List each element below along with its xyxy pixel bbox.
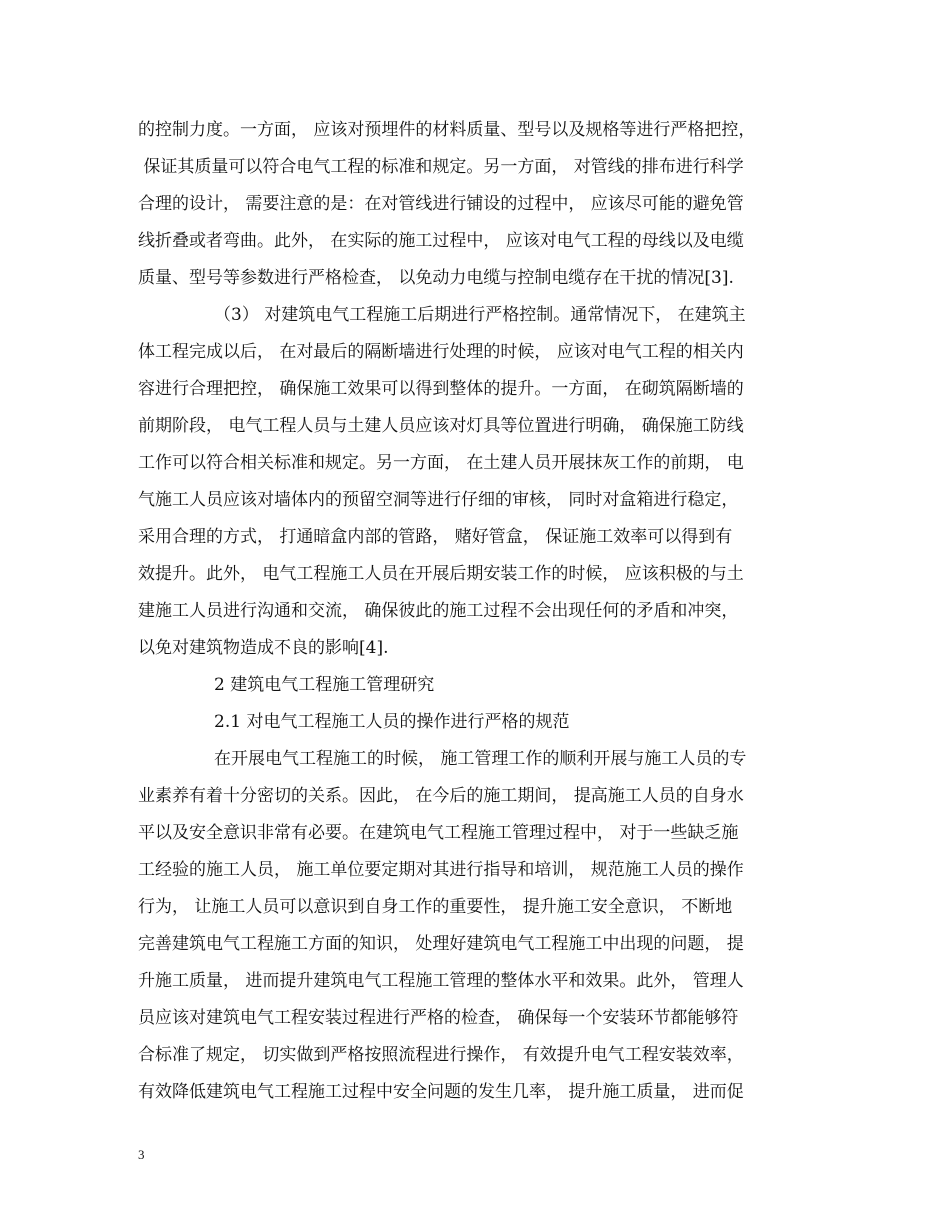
section-heading: 2 建筑电气工程施工管理研究 (214, 675, 435, 695)
text-line: 容进行合理把控， 确保施工效果可以得到整体的提升。一方面， 在砌筑隔断墙的 (138, 379, 744, 399)
text-line: 的控制力度。一方面， 应该对预埋件的材料质量、型号以及规格等进行严格把控， (138, 120, 756, 140)
text-line: 以免对建筑物造成不良的影响[4]. (138, 638, 389, 658)
page-number: 3 (138, 1147, 145, 1162)
text-line: 行为， 让施工人员可以意识到自身工作的重要性， 提升施工安全意识， 不断地 (138, 897, 733, 917)
text-line: 前期阶段， 电气工程人员与土建人员应该对灯具等位置进行明确， 确保施工防线 (138, 416, 744, 436)
text-line: 保证其质量可以符合电气工程的标准和规定。另一方面， 对管线的排布进行科学 (138, 157, 744, 177)
text-line: 员应该对建筑电气工程安装过程进行严格的检查， 确保每一个安装环节都能够符 (138, 1008, 739, 1028)
paragraph-start-line: 在开展电气工程施工的时候， 施工管理工作的顺利开展与施工人员的专 (214, 749, 747, 769)
text-line: 合标准了规定， 切实做到严格按照流程进行操作， 有效提升电气工程安装效率， (138, 1045, 744, 1065)
text-line: 线折叠或者弯曲。此外， 在实际的施工过程中， 应该对电气工程的母线以及电缆 (138, 231, 744, 251)
text-line: 完善建筑电气工程施工方面的知识， 处理好建筑电气工程施工中出现的问题， 提 (138, 934, 744, 954)
text-line: 有效降低建筑电气工程施工过程中安全问题的发生几率， 提升施工质量， 进而促 (138, 1082, 744, 1102)
text-line: 体工程完成以后， 在对最后的隔断墙进行处理的时候， 应该对电气工程的相关内 (138, 342, 744, 362)
text-line: 升施工质量， 进而提升建筑电气工程施工管理的整体水平和效果。此外， 管理人 (138, 971, 744, 991)
text-line: 采用合理的方式， 打通暗盒内部的管路， 赌好管盒， 保证施工效率可以得到有 (138, 527, 733, 547)
text-line: 工经验的施工人员， 施工单位要定期对其进行指导和培训， 规范施工人员的操作 (138, 860, 744, 880)
text-line: 效提升。此外， 电气工程施工人员在开展后期安装工作的时候， 应该积极的与土 (138, 564, 744, 584)
text-line: 平以及安全意识非常有必要。在建筑电气工程施工管理过程中， 对于一些缺乏施 (138, 823, 739, 843)
text-line: 气施工人员应该对墙体内的预留空洞等进行仔细的审核， 同时对盒箱进行稳定， (138, 490, 739, 510)
text-line: 工作可以符合相关标准和规定。另一方面， 在土建人员开展抹灰工作的前期， 电 (138, 453, 744, 473)
text-line: 质量、型号等参数进行严格检查， 以免动力电缆与控制电缆存在干扰的情况[3]. (138, 268, 734, 288)
subsection-heading: 2.1 对电气工程施工人员的操作进行严格的规范 (214, 712, 570, 732)
paragraph-start-line: （3） 对建筑电气工程施工后期进行严格控制。通常情况下， 在建筑主 (214, 305, 746, 325)
text-line: 建施工人员进行沟通和交流， 确保彼此的施工过程不会出现任何的矛盾和冲突， (138, 601, 739, 621)
text-line: 合理的设计， 需要注意的是：在对管线进行铺设的过程中， 应该尽可能的避免管 (138, 194, 744, 214)
text-line: 业素养有着十分密切的关系。因此， 在今后的施工期间， 提高施工人员的自身水 (138, 786, 744, 806)
